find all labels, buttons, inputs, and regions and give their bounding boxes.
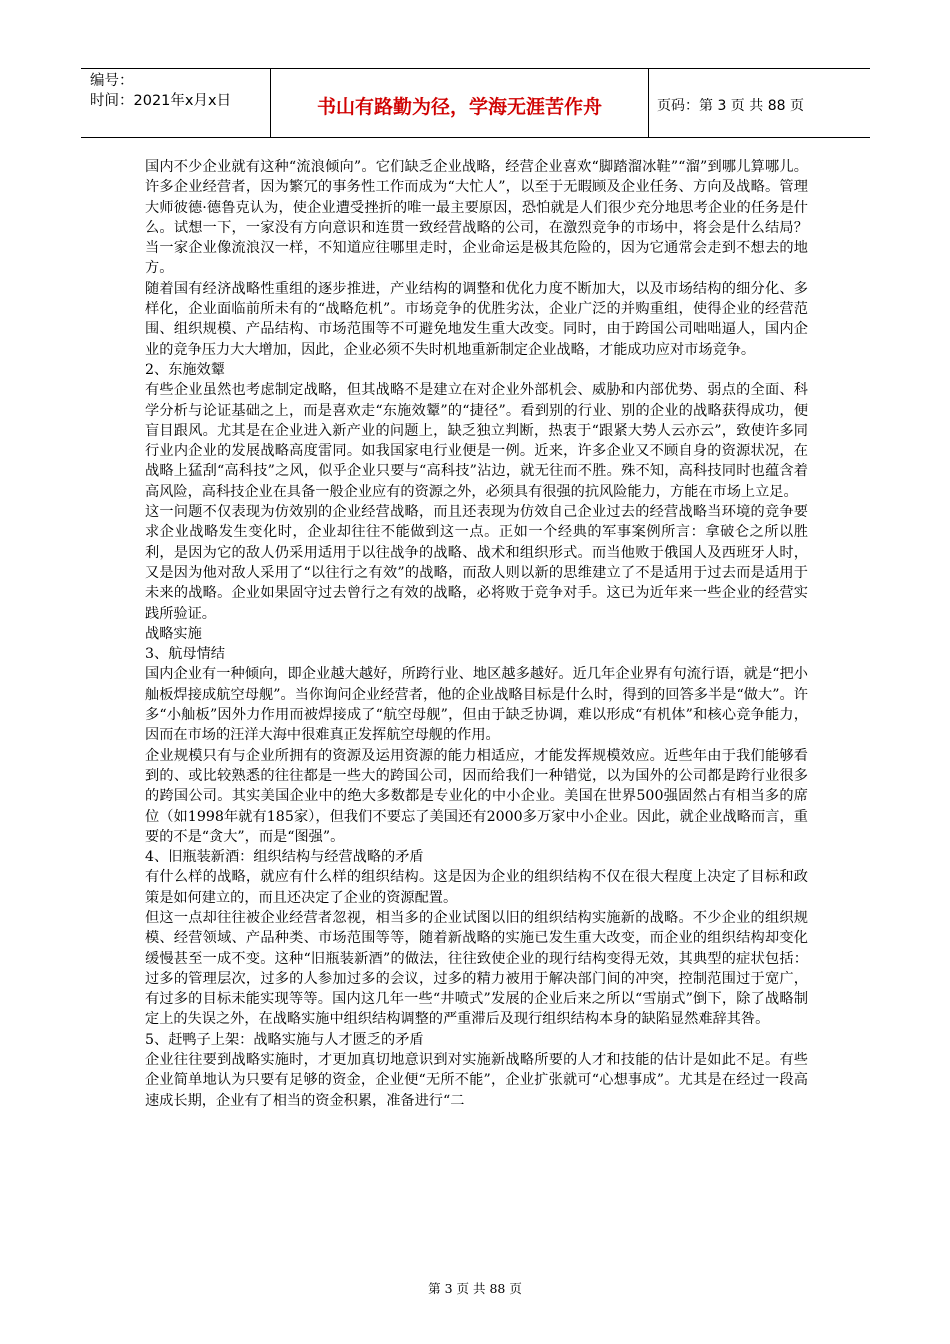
page-footer <box>0 1279 950 1297</box>
paragraph: 但这一点却往往被企业经营者忽视，相当多的企业试图以旧的组织结构实施新的战略。不少企业的组织规模、经营领域、产品种类、市场范围等等，随着新战略的实施已发生重大改变，而企业的组织结构却变化缓慢甚至一成不变。这种“旧瓶装新酒”的做法，往往致使企业的现行结构变得无效，其典型的症状包括：过多的管理层次，过多的人参加过多的会议，过多的精力被用于解决部门间的冲突，控制范围过于宽广，有过多的目标未能实现等等。国内这几年一些“井喷式”发展的企业后来之所以“雪崩式”倒下，除了战略制定上的失误之外，在战略实施中组织结构调整的严重滞后及现行组织结构本身的缺陷显然难辞其咎。 <box>145 909 809 1028</box>
paragraph: 国内不少企业就有这种“流浪倾向”。它们缺乏企业战略，经营企业喜欢“脚踏溜冰鞋”“溜”到哪儿算哪儿。许多企业经营者，因为繁冗的事务性工作而成为“大忙人”，以至于无暇顾及企业任务、方向及战略。管理大师彼德·德鲁克认为，使企业遭受挫折的唯一最主要原因，恐怕就是人们很少充分地思考企业的任务是什么。试想一下，一家没有方向意识和连贯一致经营战略的公司，在激烈竞争的市场中，将会是什么结局？当一家企业像流浪汉一样，不知道应往哪里走时，企业命运是极其危险的，因为它通常会走到不想去的地方。 <box>145 159 808 277</box>
time-label: 时间：2021年x月x日 <box>90 93 232 109</box>
document-body <box>145 157 808 1111</box>
number-label: 编号： <box>90 73 134 89</box>
paragraph: 随着国有经济战略性重组的逐步推进，产业结构的调整和优化力度不断加大，以及市场结构的细分化、多样化，企业面临前所未有的“战略危机”。市场竞争的优胜劣汰，企业广泛的并购重组，使得企业的经营范围、组织规模、产品结构、市场范围等不可避免地发生重大改变。同时，由于跨国公司咄咄逼人，国内企业的竞争压力大大增加，因此，企业必须不失时机地重新制定企业战略，才能成功应对市场竞争。 <box>145 280 808 358</box>
section-heading: 战略实施 <box>145 625 202 642</box>
paragraph: 企业规模只有与企业所拥有的资源及运用资源的能力相适应，才能发挥规模效应。近些年由于我们能够看到的、或比较熟悉的往往都是一些大的跨国公司，因而给我们一种错觉，以为国外的公司都是跨行业很多的跨国公司。其实美国企业中的绝大多数都是专业化的中小企业。美国在世界500强固然占有相当多的席位（如1998年就有185家），但我们不要忘了美国还有2000多万家中小企业。因此，就企业战略而言，重要的不是“贪大”，而是“图强”。 <box>145 747 808 845</box>
section-heading: 2、东施效颦 <box>145 361 225 378</box>
page-header <box>81 68 870 138</box>
paragraph: 有什么样的战略，就应有什么样的组织结构。这是因为企业的组织结构不仅在很大程度上决定了目标和政策是如何建立的，而且还决定了企业的资源配置。 <box>145 869 808 906</box>
paragraph: 这一问题不仅表现为仿效别的企业经营战略，而且还表现为仿效自己企业过去的经营战略当环境的竞争要求企业战略发生变化时，企业却往往不能做到这一点。正如一个经典的军事案例所言：拿破仑之所以胜利，是因为它的敌人仍采用适用于以往战争的战略、战术和组织形式。而当他败于俄国人及西班牙人时，又是因为他对敌人采用了“以往行之有效”的战略，而敌人则以新的思维建立了不是适用于过去而是适用于未来的战略。企业如果固守过去曾行之有效的战略，必将败于竞争对手。这已为近年来一些企业的经营实践所验证。 <box>145 504 808 622</box>
section-heading: 5、赶鸭子上架：战略实施与人才匮乏的矛盾 <box>145 1031 424 1048</box>
section-heading: 3、航母情结 <box>145 646 225 663</box>
section-heading: 4、旧瓶装新酒：组织结构与经营战略的矛盾 <box>145 849 424 866</box>
motto-text: 书山有路勤为径，学海无涯苦作舟 <box>316 95 602 118</box>
header-motto-cell <box>271 69 649 137</box>
paragraph: 有些企业虽然也考虑制定战略，但其战略不是建立在对企业外部机会、威胁和内部优势、弱点的全面、科学分析与论证基础之上，而是喜欢走“东施效颦”的“捷径”。看到别的行业、别的企业的战略获得成功，便盲目跟风。尤其是在企业进入新产业的问题上，缺乏独立判断，热衷于“跟紧大势人云亦云”，致使许多同行业内企业的发展战略高度雷同。如我国家电行业便是一例。近来，许多企业又不顾自身的资源状况，在战略上猛刮“高科技”之风，似乎企业只要与“高科技”沾边，就无往而不胜。殊不知，高科技同时也蕴含着高风险，高科技企业在具备一般企业应有的资源之外，必须具有很强的抗风险能力，方能在市场上立足。 <box>145 382 809 500</box>
header-info-cell <box>81 69 271 137</box>
footer-page-number: 第 3 页 共 88 页 <box>428 1281 522 1296</box>
header-page-cell <box>649 69 870 137</box>
page-label: 页码：第 3 页 共 88 页 <box>657 98 804 114</box>
paragraph: 国内企业有一种倾向，即企业越大越好，所跨行业、地区越多越好。近几年企业界有句流行语，就是“把小舢板焊接成航空母舰”。当你询问企业经营者，他的企业战略目标是什么时，得到的回答多半是“做大”。许多“小舢板”因外力作用而被焊接成了“航空母舰”，但由于缺乏协调，难以形成“有机体”和核心竞争能力，因而在市场的汪洋大海中很难真正发挥航空母舰的作用。 <box>145 666 808 744</box>
paragraph: 企业往往要到战略实施时，才更加真切地意识到对实施新战略所要的人才和技能的估计是如此不足。有些企业简单地认为只要有足够的资金，企业便“无所不能”，企业扩张就可“心想事成”。尤其是在经过一段高速成长期，企业有了相当的资金积累，准备进行“二 <box>145 1052 808 1109</box>
